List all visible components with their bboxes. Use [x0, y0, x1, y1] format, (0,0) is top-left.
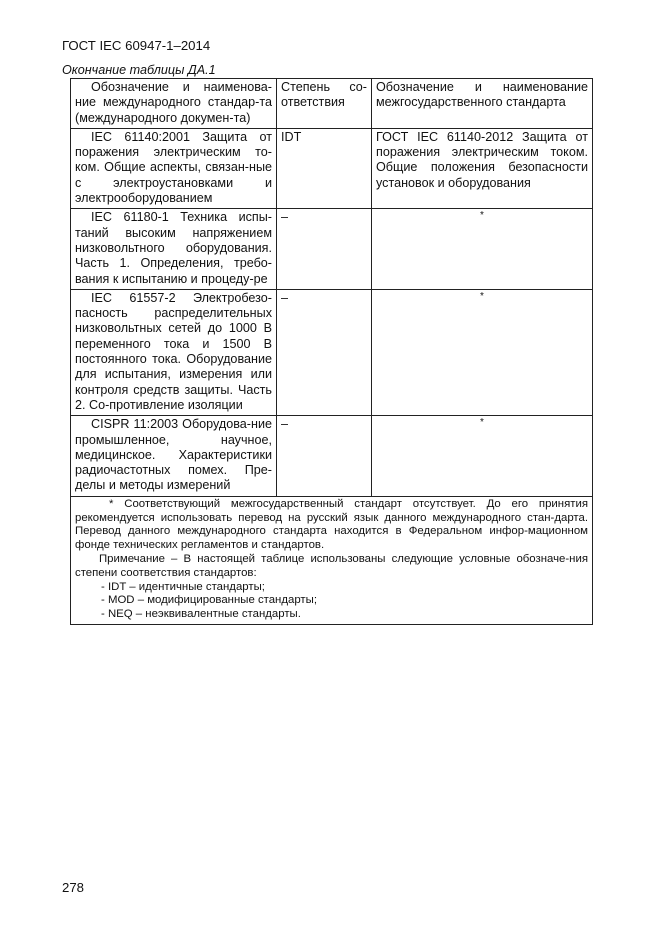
- table-row: [71, 209, 593, 289]
- document-header: ГОСТ IEC 60947-1–2014: [62, 38, 211, 53]
- table-note-row: [71, 496, 593, 624]
- table-note-intro: Примечание – В настоящей таблице использованы следующие условные обозначе-ния степени соответствия стандартов:: [75, 552, 588, 579]
- header-international-standard: Обозначение и наименова-ние международного стандар-та (международного докумен-та): [71, 79, 277, 129]
- table-row: [71, 289, 593, 415]
- cell-degree: –: [277, 289, 372, 415]
- header-degree-of-correspondence: Степень со-ответствия: [277, 79, 372, 129]
- note-list-item: - MOD – модифицированные стандарты;: [101, 594, 317, 607]
- cell-degree: –: [277, 209, 372, 289]
- correspondence-table: [70, 78, 593, 625]
- cell-interstate-standard: [372, 416, 593, 496]
- table-header-row: [71, 79, 593, 129]
- note-list-item: - NEQ – неэквивалентные стандарты.: [101, 608, 301, 621]
- cell-interstate-standard: [372, 209, 593, 289]
- cell-interstate-standard: ГОСТ IEC 61140-2012 Защита от поражения электрическим током. Общие положения безопасности установок и оборудования: [372, 128, 593, 208]
- table-row: [71, 416, 593, 496]
- note-list-item: - IDT – идентичные стандарты;: [101, 580, 265, 593]
- footnote-marker: *: [480, 210, 484, 222]
- cell-degree: IDT: [277, 128, 372, 208]
- cell-interstate-standard: [372, 289, 593, 415]
- table-row: [71, 128, 593, 208]
- table-note-cell: [71, 496, 593, 624]
- cell-international-standard: IEC 61140:2001 Защита от поражения электрическим то-ком. Общие аспекты, связан-ные с электроустановками и электрооборудованием: [71, 128, 277, 208]
- cell-international-standard: IEC 61557-2 Электробезо-пасность распределительных низковольтных сетей до 1000 В переменного тока и 1500 В постоянного тока. Оборудование для испытания, измерения или контроля средств защиты. Часть 2. Со-противление изоляции: [71, 289, 277, 415]
- cell-international-standard: CISPR 11:2003 Оборудова-ние промышленное, научное, медицинское. Характеристики радиочастотных помех. Пре-делы и методы измерений: [71, 416, 277, 496]
- footnote-marker: *: [480, 417, 484, 429]
- table-footnote: * Соответствующий межгосударственный стандарт отсутствует. До его принятия рекомендуется использовать перевод на русский язык данного международного стан-дарта. Перевод данного международного стандарта находится в Федеральном инфор-мационном фонде технических регламентов и стандартов.: [75, 497, 588, 552]
- footnote-marker: *: [480, 290, 484, 302]
- header-interstate-standard: Обозначение и наименование межгосударственного стандарта: [372, 79, 593, 129]
- table-caption: Окончание таблицы ДА.1: [62, 63, 216, 77]
- cell-degree: –: [277, 416, 372, 496]
- page-number: 278: [62, 880, 85, 895]
- cell-international-standard: IEC 61180-1 Техника испы-таний высоким напряжением низковольтного оборудования. Часть 1. Определения, требо-вания к испытанию и процеду-ре: [71, 209, 277, 289]
